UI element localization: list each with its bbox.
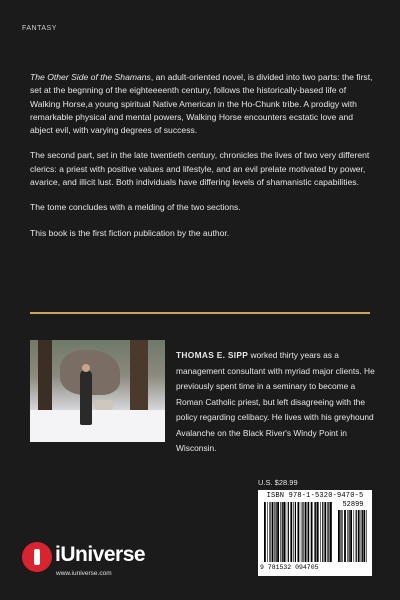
barcode-bar	[314, 502, 315, 562]
barcode-bar	[340, 510, 341, 562]
barcode-bar	[264, 502, 266, 562]
barcode-bar	[350, 510, 352, 562]
barcode-bar	[302, 502, 303, 562]
barcode-bar	[288, 502, 289, 562]
barcode-bar	[338, 510, 340, 562]
description-paragraph-3: The tome concludes with a melding of the two sections.	[30, 202, 241, 213]
barcode-addon-number: 52899	[342, 501, 364, 509]
barcode-bar	[344, 510, 346, 562]
barcode-bar	[282, 502, 283, 562]
description-paragraph-1-text: , an adult-oriented novel, is divided into two parts: the first, set at the begnning of the eighteeeenth century, follows the historically-based life of Walking Horse,a young spiritual Native American in the Ho-Chunk tribe. A prodigy with remarkable physical and mental powers, Walking Horse encounters ecstatic love and abject evil, with varying degrees of success.	[30, 72, 373, 136]
barcode-bar	[274, 502, 275, 562]
description-paragraph-4: This book is the first fiction publication by the author.	[30, 227, 230, 238]
author-photo	[30, 340, 165, 442]
barcode-bar	[317, 502, 319, 562]
barcode-bar	[322, 502, 323, 562]
barcode-bar	[328, 502, 329, 562]
barcode-bar	[269, 502, 270, 562]
barcode-bar	[301, 502, 302, 562]
photo-snow	[30, 410, 165, 442]
barcode-addon-bars	[338, 510, 368, 562]
barcode-bar	[366, 510, 367, 562]
barcode-bar	[361, 510, 362, 562]
photo-person	[80, 370, 92, 425]
barcode-bar	[341, 510, 342, 562]
barcode-bar	[354, 510, 355, 562]
barcode-bar	[308, 502, 309, 562]
book-title: The Other Side of the Shamans	[30, 72, 151, 82]
isbn-number: ISBN 978-1-5320-9470-5	[266, 492, 364, 500]
barcode-bar	[267, 502, 268, 562]
publisher-logo	[22, 540, 172, 580]
barcode-bar	[311, 502, 313, 562]
barcode-bar	[327, 502, 328, 562]
barcode-digits: 9 781532 094705	[260, 564, 319, 571]
barcode-bar	[298, 502, 300, 562]
barcode-bar	[280, 502, 281, 562]
photo-dog	[94, 400, 114, 410]
barcode-bar	[347, 510, 348, 562]
publisher-url: www.iuniverse.com	[56, 570, 112, 577]
publisher-brand: iUniverse	[55, 543, 146, 566]
barcode-bar	[307, 502, 308, 562]
barcode-bar	[276, 502, 277, 562]
genre-label: FANTASY	[22, 25, 57, 32]
description-paragraph-1	[30, 71, 375, 137]
author-bio-text: worked thirty years as a management consultant with myriad major clients. He previously spent time in a seminary to become a Roman Catholic priest, but left disagreeing with the policy regarding celibacy. He lives with his greyhound Avalanche on the Black River's Windy Point in Wisconsin.	[176, 350, 375, 453]
barcode-bar	[362, 510, 363, 562]
barcode-bar	[315, 502, 316, 562]
photo-person-head	[82, 364, 90, 372]
iuniverse-logo-icon	[22, 542, 52, 572]
barcode-bar	[320, 502, 321, 562]
barcode-bar	[283, 502, 285, 562]
barcode-bar	[358, 510, 360, 562]
barcode-bar	[305, 502, 307, 562]
divider-rule	[30, 312, 370, 314]
price-label: U.S. $28.99	[258, 478, 298, 487]
barcode-main-bars	[264, 502, 332, 562]
author-bio	[176, 348, 376, 457]
book-description	[30, 71, 375, 252]
description-paragraph-2: The second part, set in the late twentieth century, chronicles the lives of two very different clerics: a priest with positive values and lifestyle, and an evil prelate motivated by power, avarice, and illicit lust. Both individuals have differing levels of shamanistic capabilities.	[30, 150, 370, 188]
barcode-bar	[290, 502, 292, 562]
barcode-bar	[272, 502, 274, 562]
isbn-barcode	[258, 490, 372, 576]
barcode-bar	[356, 510, 357, 562]
author-name: THOMAS E. SIPP	[176, 350, 249, 360]
barcode-bar	[277, 502, 279, 562]
barcode-bar	[293, 502, 294, 562]
barcode-bar	[324, 502, 326, 562]
barcode-bar	[295, 502, 296, 562]
barcode-bar	[330, 502, 332, 562]
barcode-bar	[363, 510, 365, 562]
barcode-bar	[286, 502, 287, 562]
barcode-bar	[349, 510, 350, 562]
